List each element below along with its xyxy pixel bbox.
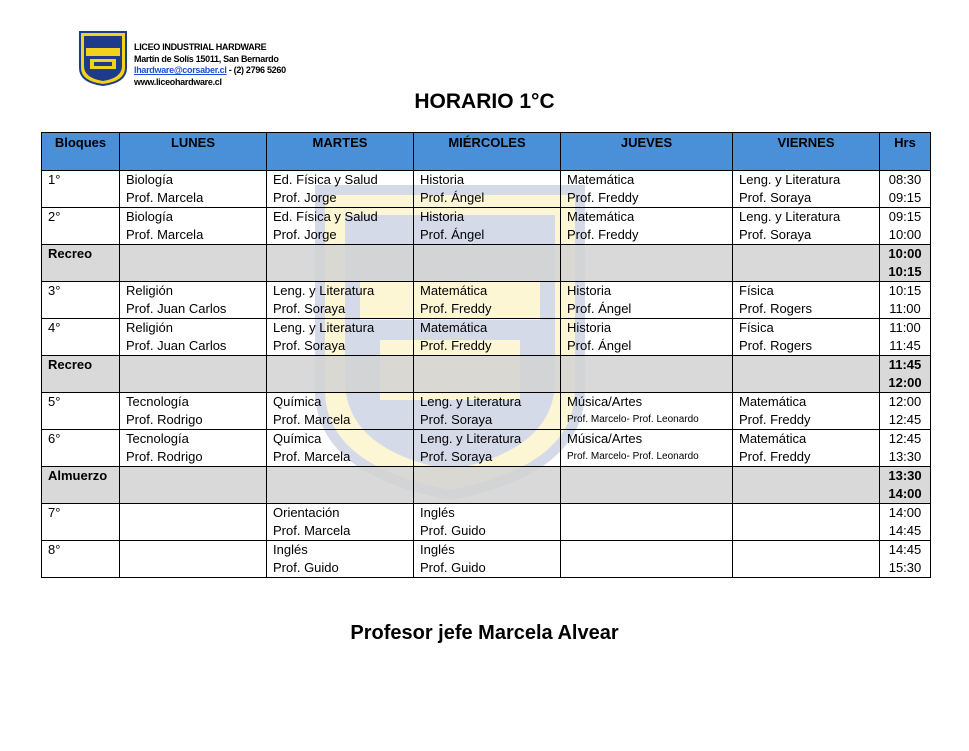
hours-cell	[880, 319, 931, 356]
school-info	[134, 42, 286, 88]
class-cell	[267, 356, 414, 393]
school-logo	[76, 28, 130, 86]
school-address: Martín de Solís 15011, San Bernardo	[134, 53, 279, 64]
block-cell: 4°	[42, 319, 120, 356]
end-time: 10:15	[888, 264, 922, 279]
end-time: 14:00	[888, 486, 922, 501]
class-cell	[733, 245, 880, 282]
class-cell	[267, 467, 414, 504]
end-time: 12:00	[888, 375, 922, 390]
school-email-link[interactable]: lhardware@corsaber.cl	[134, 65, 227, 75]
teacher-label: Prof. Juan Carlos	[126, 338, 227, 353]
subject-label: Física	[739, 283, 774, 298]
class-cell	[561, 208, 733, 245]
school-website: www.liceohardware.cl	[134, 76, 222, 87]
subject-label: Leng. y Literatura	[273, 283, 375, 298]
class-cell	[561, 504, 733, 541]
teacher-label: Prof. Soraya	[273, 338, 346, 353]
table-header-row	[42, 133, 931, 171]
block-cell: 5°	[42, 393, 120, 430]
subject-label: Leng. y Literatura	[420, 431, 522, 446]
school-name: LICEO INDUSTRIAL HARDWARE	[134, 42, 267, 52]
start-time: 10:15	[888, 283, 922, 298]
teacher-label: Prof. Ángel	[567, 338, 632, 353]
class-cell	[267, 541, 414, 578]
class-cell	[267, 319, 414, 356]
subject-label: Historia	[567, 283, 612, 298]
teacher-label: Prof. Marcela	[126, 227, 204, 242]
class-cell	[120, 282, 267, 319]
class-cell	[561, 171, 733, 208]
class-cell	[733, 393, 880, 430]
teacher-label: Prof. Marcelo- Prof. Leonardo	[567, 451, 699, 462]
class-cell	[561, 319, 733, 356]
class-cell	[561, 541, 733, 578]
subject-label: Música/Artes	[567, 431, 643, 446]
table-row	[42, 282, 931, 319]
teacher-label: Prof. Marcela	[273, 412, 351, 427]
subject-label: Leng. y Literatura	[420, 394, 522, 409]
table-row	[42, 430, 931, 467]
teacher-label: Prof. Ángel	[567, 301, 632, 316]
block-cell: Recreo	[42, 245, 120, 282]
subject-label: Historia	[420, 172, 465, 187]
subject-label: Historia	[420, 209, 465, 224]
hours-cell	[880, 245, 931, 282]
teacher-label: Prof. Jorge	[273, 227, 337, 242]
teacher-label: Prof. Soraya	[739, 227, 812, 242]
teacher-label: Prof. Freddy	[567, 227, 639, 242]
class-cell	[733, 171, 880, 208]
hours-cell	[880, 356, 931, 393]
subject-label: Matemática	[567, 172, 635, 187]
class-cell	[414, 467, 561, 504]
end-time: 09:15	[888, 190, 922, 205]
teacher-label: Prof. Soraya	[420, 449, 493, 464]
class-cell	[267, 282, 414, 319]
class-cell	[267, 245, 414, 282]
class-cell	[561, 282, 733, 319]
teacher-label: Prof. Rodrigo	[126, 412, 203, 427]
class-cell	[414, 208, 561, 245]
teacher-label: Prof. Freddy	[420, 301, 492, 316]
block-cell: 3°	[42, 282, 120, 319]
subject-label: Tecnología	[126, 431, 189, 446]
class-cell	[120, 393, 267, 430]
class-cell	[120, 319, 267, 356]
hours-cell	[880, 208, 931, 245]
teacher-label: Prof. Rogers	[739, 301, 812, 316]
teacher-label: Prof. Guido	[420, 523, 486, 538]
class-cell	[120, 430, 267, 467]
schedule-table	[41, 132, 931, 578]
start-time: 12:45	[888, 431, 922, 446]
class-cell	[120, 541, 267, 578]
start-time: 14:00	[888, 505, 922, 520]
start-time: 10:00	[888, 246, 922, 261]
subject-label: Religión	[126, 283, 173, 298]
subject-label: Química	[273, 431, 322, 446]
class-cell	[414, 504, 561, 541]
homeroom-teacher: Profesor jefe Marcela Alvear	[350, 622, 619, 644]
class-cell	[733, 282, 880, 319]
subject-label: Matemática	[739, 431, 807, 446]
teacher-label: Prof. Freddy	[739, 449, 811, 464]
header-jueves: JUEVES	[561, 133, 733, 171]
class-cell	[561, 245, 733, 282]
hours-cell	[880, 430, 931, 467]
table-row	[42, 504, 931, 541]
subject-label: Orientación	[273, 505, 340, 520]
class-cell	[120, 504, 267, 541]
class-cell	[267, 393, 414, 430]
class-cell	[414, 282, 561, 319]
teacher-label: Prof. Soraya	[420, 412, 493, 427]
table-row	[42, 208, 931, 245]
table-row	[42, 541, 931, 578]
class-cell	[561, 356, 733, 393]
subject-label: Inglés	[420, 542, 455, 557]
block-cell: 6°	[42, 430, 120, 467]
table-row	[42, 393, 931, 430]
teacher-label: Prof. Jorge	[273, 190, 337, 205]
teacher-label: Prof. Freddy	[739, 412, 811, 427]
teacher-label: Prof. Soraya	[739, 190, 812, 205]
subject-label: Ed. Física y Salud	[273, 209, 378, 224]
start-time: 14:45	[888, 542, 922, 557]
subject-label: Matemática	[420, 320, 488, 335]
teacher-label: Prof. Ángel	[420, 227, 485, 242]
hours-cell	[880, 171, 931, 208]
class-cell	[414, 356, 561, 393]
hours-cell	[880, 541, 931, 578]
class-cell	[561, 393, 733, 430]
class-cell	[120, 208, 267, 245]
teacher-label: Prof. Juan Carlos	[126, 301, 227, 316]
header-viernes: VIERNES	[733, 133, 880, 171]
subject-label: Ed. Física y Salud	[273, 172, 378, 187]
teacher-label: Prof. Marcela	[273, 449, 351, 464]
header-hrs: Hrs	[880, 133, 931, 171]
subject-label: Religión	[126, 320, 173, 335]
class-cell	[414, 430, 561, 467]
header-lunes: LUNES	[120, 133, 267, 171]
end-time: 15:30	[888, 560, 922, 575]
teacher-label: Prof. Guido	[273, 560, 339, 575]
subject-label: Matemática	[567, 209, 635, 224]
block-cell: 1°	[42, 171, 120, 208]
teacher-label: Prof. Soraya	[273, 301, 346, 316]
class-cell	[414, 171, 561, 208]
subject-label: Física	[739, 320, 774, 335]
teacher-label: Prof. Marcelo- Prof. Leonardo	[567, 414, 699, 425]
class-cell	[561, 430, 733, 467]
subject-label: Historia	[567, 320, 612, 335]
teacher-label: Prof. Rodrigo	[126, 449, 203, 464]
class-cell	[414, 541, 561, 578]
start-time: 08:30	[888, 172, 922, 187]
subject-label: Leng. y Literatura	[739, 172, 841, 187]
teacher-label: Prof. Marcela	[273, 523, 351, 538]
start-time: 09:15	[888, 209, 922, 224]
break-row	[42, 245, 931, 282]
schedule-body	[42, 171, 931, 578]
header-bloques: Bloques	[42, 133, 120, 171]
header-miercoles: MIÉRCOLES	[414, 133, 561, 171]
subject-label: Leng. y Literatura	[273, 320, 375, 335]
class-cell	[733, 356, 880, 393]
teacher-label: Prof. Marcela	[126, 190, 204, 205]
teacher-label: Prof. Rogers	[739, 338, 812, 353]
start-time: 11:00	[889, 320, 921, 335]
end-time: 11:45	[889, 338, 921, 353]
class-cell	[414, 319, 561, 356]
page-title: HORARIO 1°C	[414, 90, 555, 113]
class-cell	[267, 208, 414, 245]
class-cell	[120, 171, 267, 208]
subject-label: Leng. y Literatura	[739, 209, 841, 224]
start-time: 11:45	[888, 357, 922, 372]
start-time: 12:00	[888, 394, 922, 409]
end-time: 11:00	[889, 301, 921, 316]
subject-label: Biología	[126, 172, 173, 187]
hours-cell	[880, 393, 931, 430]
subject-label: Música/Artes	[567, 394, 643, 409]
end-time: 10:00	[888, 227, 922, 242]
class-cell	[733, 504, 880, 541]
block-cell: Almuerzo	[42, 467, 120, 504]
hours-cell	[880, 467, 931, 504]
subject-label: Biología	[126, 209, 173, 224]
block-cell: 2°	[42, 208, 120, 245]
class-cell	[733, 430, 880, 467]
class-cell	[267, 430, 414, 467]
class-cell	[733, 541, 880, 578]
start-time: 13:30	[888, 468, 922, 483]
teacher-label: Prof. Ángel	[420, 190, 485, 205]
class-cell	[120, 467, 267, 504]
subject-label: Matemática	[739, 394, 807, 409]
block-cell: 8°	[42, 541, 120, 578]
class-cell	[733, 467, 880, 504]
subject-label: Tecnología	[126, 394, 189, 409]
subject-label: Inglés	[273, 542, 308, 557]
teacher-label: Prof. Freddy	[420, 338, 492, 353]
subject-label: Química	[273, 394, 322, 409]
class-cell	[733, 319, 880, 356]
end-time: 12:45	[888, 412, 922, 427]
header-martes: MARTES	[267, 133, 414, 171]
end-time: 14:45	[888, 523, 922, 538]
teacher-label: Prof. Guido	[420, 560, 486, 575]
hours-cell	[880, 504, 931, 541]
teacher-label: Prof. Freddy	[567, 190, 639, 205]
class-cell	[120, 356, 267, 393]
subject-label: Inglés	[420, 505, 455, 520]
break-row	[42, 356, 931, 393]
class-cell	[414, 245, 561, 282]
class-cell	[120, 245, 267, 282]
class-cell	[267, 504, 414, 541]
block-cell: 7°	[42, 504, 120, 541]
class-cell	[733, 208, 880, 245]
end-time: 13:30	[888, 449, 922, 464]
table-row	[42, 319, 931, 356]
subject-label: Matemática	[420, 283, 488, 298]
class-cell	[414, 393, 561, 430]
hours-cell	[880, 282, 931, 319]
break-row	[42, 467, 931, 504]
block-cell: Recreo	[42, 356, 120, 393]
school-phone: - (2) 2796 5260	[226, 65, 286, 75]
class-cell	[561, 467, 733, 504]
table-row	[42, 171, 931, 208]
class-cell	[267, 171, 414, 208]
